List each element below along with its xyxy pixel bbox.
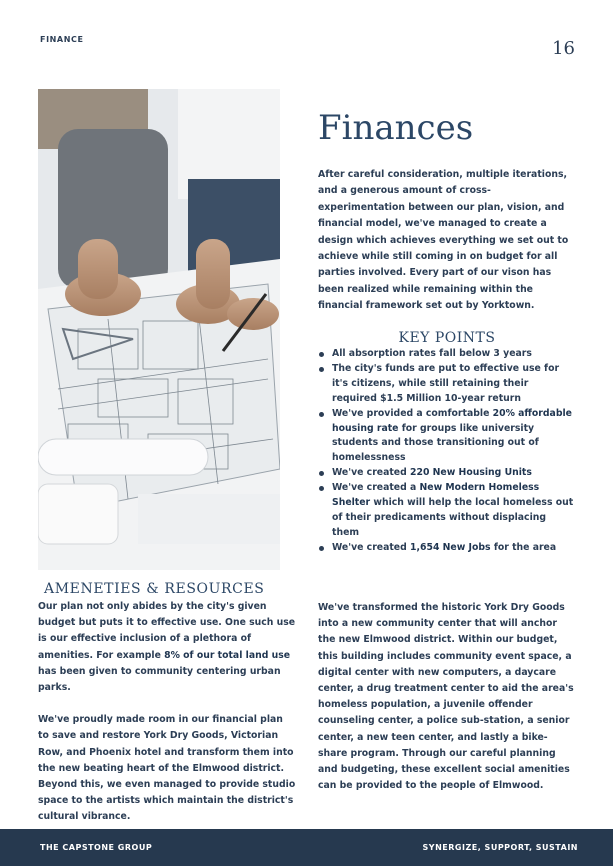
- amenities-paragraph-2: We've proudly made room in our financial plan to save and restore York Dry Goods, Victorian Row, and Phoenix hotel and transform them into the new beating heart of the Elmwood district. Beyond this, we even managed to provide studio space to the artists which maintain the district's cultural vibrance.: [38, 714, 296, 823]
- list-item: We've created a New Modern Homeless Shelter which will help the local homeless out of their predicaments without displacing them: [318, 481, 576, 541]
- photo-architects-blueprints: [38, 89, 280, 570]
- list-item: We've created 1,654 New Jobs for the area: [318, 541, 576, 556]
- footer-bar: [0, 829, 613, 866]
- footer-tagline: SYNERGIZE, SUPPORT, SUSTAIN: [422, 843, 578, 852]
- page-number: 16: [552, 38, 575, 59]
- list-item: We've provided a comfortable 20% affordable housing rate for groups like university students and those transitioning out of homelessness: [318, 407, 576, 467]
- amenities-paragraph-3: We've transformed the historic York Dry Goods into a new community center that will anchor the new Elmwood district. Within our budget, this building includes community event space, a digital center with new computers, a daycare center, a drug treatment center to aid the area's homeless population, a juvenile offender counseling center, a police sub-station, a senior center, a new teen center, and lastly a bike-share program. Through our careful planning and budgeting, these excellent social amenities can be provided to the people of Elmwood.: [318, 602, 574, 792]
- list-item: We've created 220 New Housing Units: [318, 466, 576, 481]
- footer-company: THE CAPSTONE GROUP: [40, 843, 153, 852]
- blueprint-illustration: [38, 89, 280, 570]
- intro-paragraph: After careful consideration, multiple iterations, and a generous amount of cross-experimentation between our plan, vision, and financial model, we've managed to create a design which achieves everything we set out to achieve while still coming in on budget for all parties involved. Every part of our vison has been realized while remaining within the financial framework set out by Yorktown.: [318, 169, 569, 312]
- amenities-right-column: [318, 600, 576, 794]
- amenities-heading: AMENETIES & RESOURCES: [44, 581, 265, 597]
- amenities-paragraph-1: Our plan not only abides by the city's given budget but puts it to effective use. One such use is our effective inclusion of a plethora of amenities. For example 8% of our total land use has been given to community centering urban parks.: [38, 601, 296, 694]
- amenities-left-column: [38, 599, 296, 826]
- key-points-list: [318, 347, 576, 556]
- section-label: FINANCE: [40, 35, 84, 44]
- list-item: The city's funds are put to effective use for it's citizens, while still retaining their required $1.5 Million 10-year return: [318, 362, 576, 407]
- list-item: All absorption rates fall below 3 years: [318, 347, 576, 362]
- page-title: Finances: [318, 108, 474, 148]
- key-points-heading: KEY POINTS: [398, 330, 496, 346]
